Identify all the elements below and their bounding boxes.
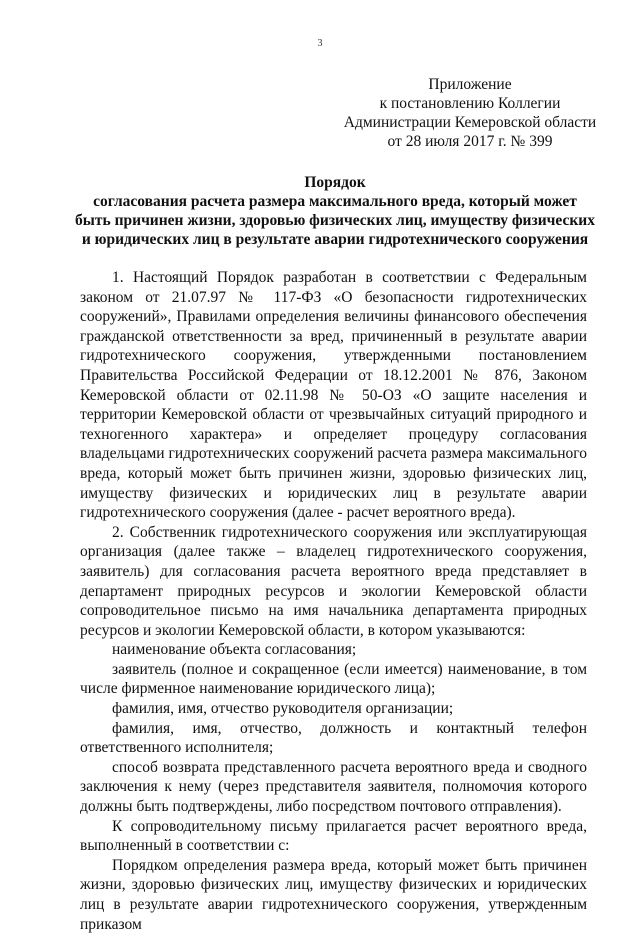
document-body xyxy=(80,268,587,934)
paragraph-5: фамилия, имя, отчество руководителя организации; xyxy=(112,700,454,718)
title-line-1: Порядок xyxy=(304,174,366,191)
document-title xyxy=(60,173,610,249)
paragraph-7: способ возврата представленного расчета вероятного вреда и сводного заключения к нему (через представителя заявителя, полномочия которого должны быть подтверждены, либо посредством почтового отправления). xyxy=(80,758,587,816)
appendix-line-3: Администрации Кемеровской области xyxy=(343,114,597,131)
title-line-4: и юридических лиц в результате аварии гидротехнического сооружения xyxy=(81,231,589,248)
title-line-2: согласования расчета размера максимального вреда, который может xyxy=(93,193,577,210)
paragraph-9: Порядком определения размера вреда, который может быть причинен жизни, здоровью физических лиц, имуществу физических и юридических лиц в результате аварии гидротехнического сооружения, утвержденным приказом xyxy=(80,856,587,933)
paragraph-6: фамилия, имя, отчество, должность и контактный телефон ответственного исполнителя; xyxy=(80,719,587,757)
paragraph-4: заявитель (полное и сокращенное (если имеется) наименование, в том числе фирменное наименование юридического лица); xyxy=(80,660,587,698)
title-line-3: быть причинен жизни, здоровью физических лиц, имуществу физических xyxy=(75,212,595,229)
paragraph-3: наименование объекта согласования; xyxy=(112,641,357,659)
page-number: 3 xyxy=(317,38,323,49)
appendix-line-2: к постановлению Коллегии xyxy=(379,95,561,112)
paragraph-8: К сопроводительному письму прилагается расчет вероятного вреда, выполненный в соответствии с: xyxy=(80,817,587,855)
appendix-header xyxy=(340,75,600,151)
appendix-line-4: от 28 июля 2017 г. № 399 xyxy=(387,133,553,150)
paragraph-2: 2. Собственник гидротехнического сооружения или эксплуатирующая организация (далее также – владелец гидротехнического сооружения, заявитель) для согласования расчета вероятного вреда представляет в департамент природных ресурсов и экологии Кемеровской области сопроводительное письмо на имя начальника департамента природных ресурсов и экологии Кемеровской области, в котором указываются: xyxy=(80,523,587,639)
paragraph-1: 1. Настоящий Порядок разработан в соответствии с Федеральным законом от 21.07.97 № 117-ФЗ «О безопасности гидротехнических сооружений», Правилами определения величины финансового обеспечения гражданской ответственности за вред, причиненный в результате аварии гидротехнического сооружения, утвержденными постановлением Правительства Российской Федерации от 18.12.2001 № 876, Законом Кемеровской области от 02.11.98 № 50-ОЗ «О защите населения и территории Кемеровской области от чрезвычайных ситуаций природного и техногенного характера» и определяет процедуру согласования владельцами гидротехнических сооружений расчета размера максимального вреда, который может быть причинен жизни, здоровью физических лиц, имуществу физических и юридических лиц в результате аварии гидротехнического сооружения (далее - расчет вероятного вреда). xyxy=(80,269,587,522)
appendix-line-1: Приложение xyxy=(428,76,512,93)
